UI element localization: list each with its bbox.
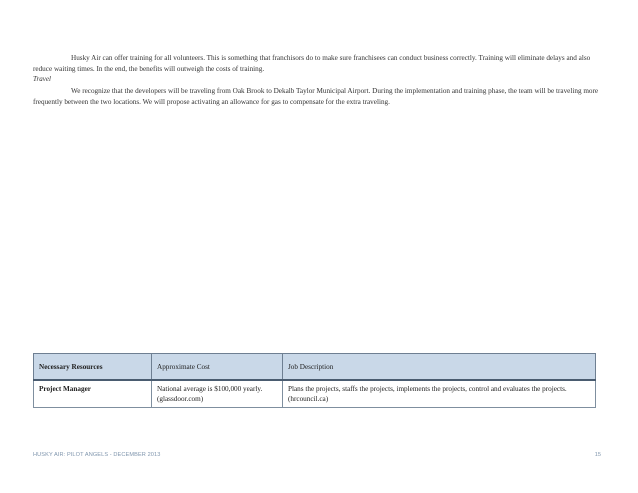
paragraph-training bbox=[33, 53, 603, 75]
cost-text: National average is $100,000 yearly. bbox=[157, 385, 263, 393]
description-source: (hrcouncil.ca) bbox=[288, 395, 329, 403]
cell-description bbox=[283, 380, 596, 408]
header-job-description: Job Description bbox=[283, 354, 596, 381]
cell-cost bbox=[152, 380, 283, 408]
footer-title: HUSKY AIR: PILOT ANGELS - DECEMBER 2013 bbox=[33, 452, 161, 458]
paragraph-training-text: Husky Air can offer training for all volunteers. This is something that franchisors do to make sure franchisees can conduct business correctly. Training will eliminate delays and also reduce waiting times. In the end, the benefits will outweigh the costs of training. bbox=[33, 54, 591, 73]
description-text: Plans the projects, staffs the projects, implements the projects, control and evaluates the projects. bbox=[288, 385, 567, 393]
cost-source: (glassdoor.com) bbox=[157, 395, 204, 403]
cell-resource: Project Manager bbox=[34, 380, 152, 408]
resources-table bbox=[33, 353, 596, 408]
header-approximate-cost: Approximate Cost bbox=[152, 354, 283, 381]
travel-heading: Travel bbox=[33, 75, 51, 83]
paragraph-travel-text: We recognize that the developers will be traveling from Oak Brook to Dekalb Taylor Municipal Airport. During the implementation and training phase, the team will be traveling more frequently between the two locations. We will propose activating an allowance for gas to compensate for the extra traveling. bbox=[33, 87, 599, 106]
header-necessary-resources: Necessary Resources bbox=[34, 354, 152, 381]
table-header-row bbox=[34, 354, 596, 381]
paragraph-travel bbox=[33, 86, 603, 108]
page-number: 15 bbox=[594, 452, 601, 458]
table-row bbox=[34, 380, 596, 408]
